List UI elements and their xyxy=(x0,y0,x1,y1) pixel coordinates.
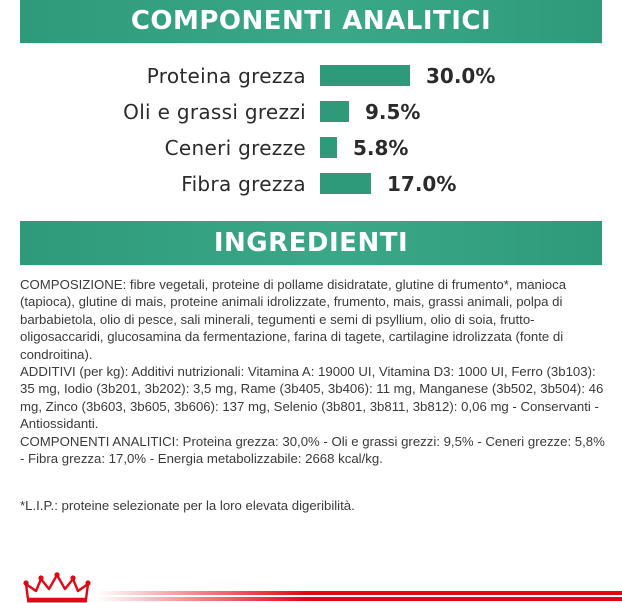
analytical-label: Oli e grassi grezzi xyxy=(123,100,306,124)
analytical-bar xyxy=(320,65,410,86)
analytical-row-fibre xyxy=(0,166,622,202)
additives-paragraph: ADDITIVI (per kg): Additivi nutrizionali: Vitamina A: 19000 UI, Vitamina D3: 1000 UI, Ferro (3b103): 35 mg, Iodio (3b201, 3b202): 3,5 mg, Rame (3b405, 3b406): 11 mg, Manganese (3b502, 3b504): 46 mg, Zinco (3b603, 3b605, 3b606): 137 mg, Selenio (3b801, 3b811, 3b812): 0,06 mg - Conservanti - Antiossidanti. xyxy=(20,364,604,432)
analytical-label: Proteina grezza xyxy=(146,64,306,88)
ingredients-header xyxy=(20,221,602,265)
analytical-bar xyxy=(320,137,337,158)
analytical-value: 5.8% xyxy=(353,136,409,160)
brand-stripe xyxy=(96,597,622,601)
analytical-value: 30.0% xyxy=(426,64,496,88)
composition-paragraph: COMPOSIZIONE: fibre vegetali, proteine di pollame disidratate, glutine di frumento*, manioca (tapioca), glutine di mais, proteine animali idrolizzate, frumento, mais, grassi animali, polpa di barbabietola, olio di pesce, sali minerali, tegumenti e semi di psyllium, olio di soia, frutto-oligosaccaridi, glucosamina da fermentazione, farina di tagete, cartilagine idrolizzata (fonte di condroitina). xyxy=(20,277,567,362)
analytical-row-fat xyxy=(0,94,622,130)
analytical-bar xyxy=(320,101,349,122)
analytical-value: 9.5% xyxy=(365,100,421,124)
analytical-components-header xyxy=(20,0,602,43)
analytical-row-protein xyxy=(0,58,622,94)
analytical-components-paragraph: COMPONENTI ANALITICI: Proteina grezza: 30,0% - Oli e grassi grezzi: 9,5% - Ceneri grezze: 5,8% - Fibra grezza: 17,0% - Energia metabolizzabile: 2668 kcal/kg. xyxy=(20,433,605,467)
analytical-value: 17.0% xyxy=(387,172,457,196)
brand-stripe xyxy=(96,591,622,595)
analytical-label: Ceneri grezze xyxy=(164,136,306,160)
royal-crown-icon xyxy=(22,572,92,603)
footnote: *L.I.P.: proteine selezionate per la loro elevata digeribilità. xyxy=(20,498,355,513)
ingredients-title: INGREDIENTI xyxy=(213,228,409,258)
analytical-bar xyxy=(320,173,371,194)
analytical-components-title: COMPONENTI ANALITICI xyxy=(130,6,492,36)
analytical-label: Fibra grezza xyxy=(181,172,306,196)
analytical-row-ash xyxy=(0,130,622,166)
ingredients-text xyxy=(20,276,606,467)
